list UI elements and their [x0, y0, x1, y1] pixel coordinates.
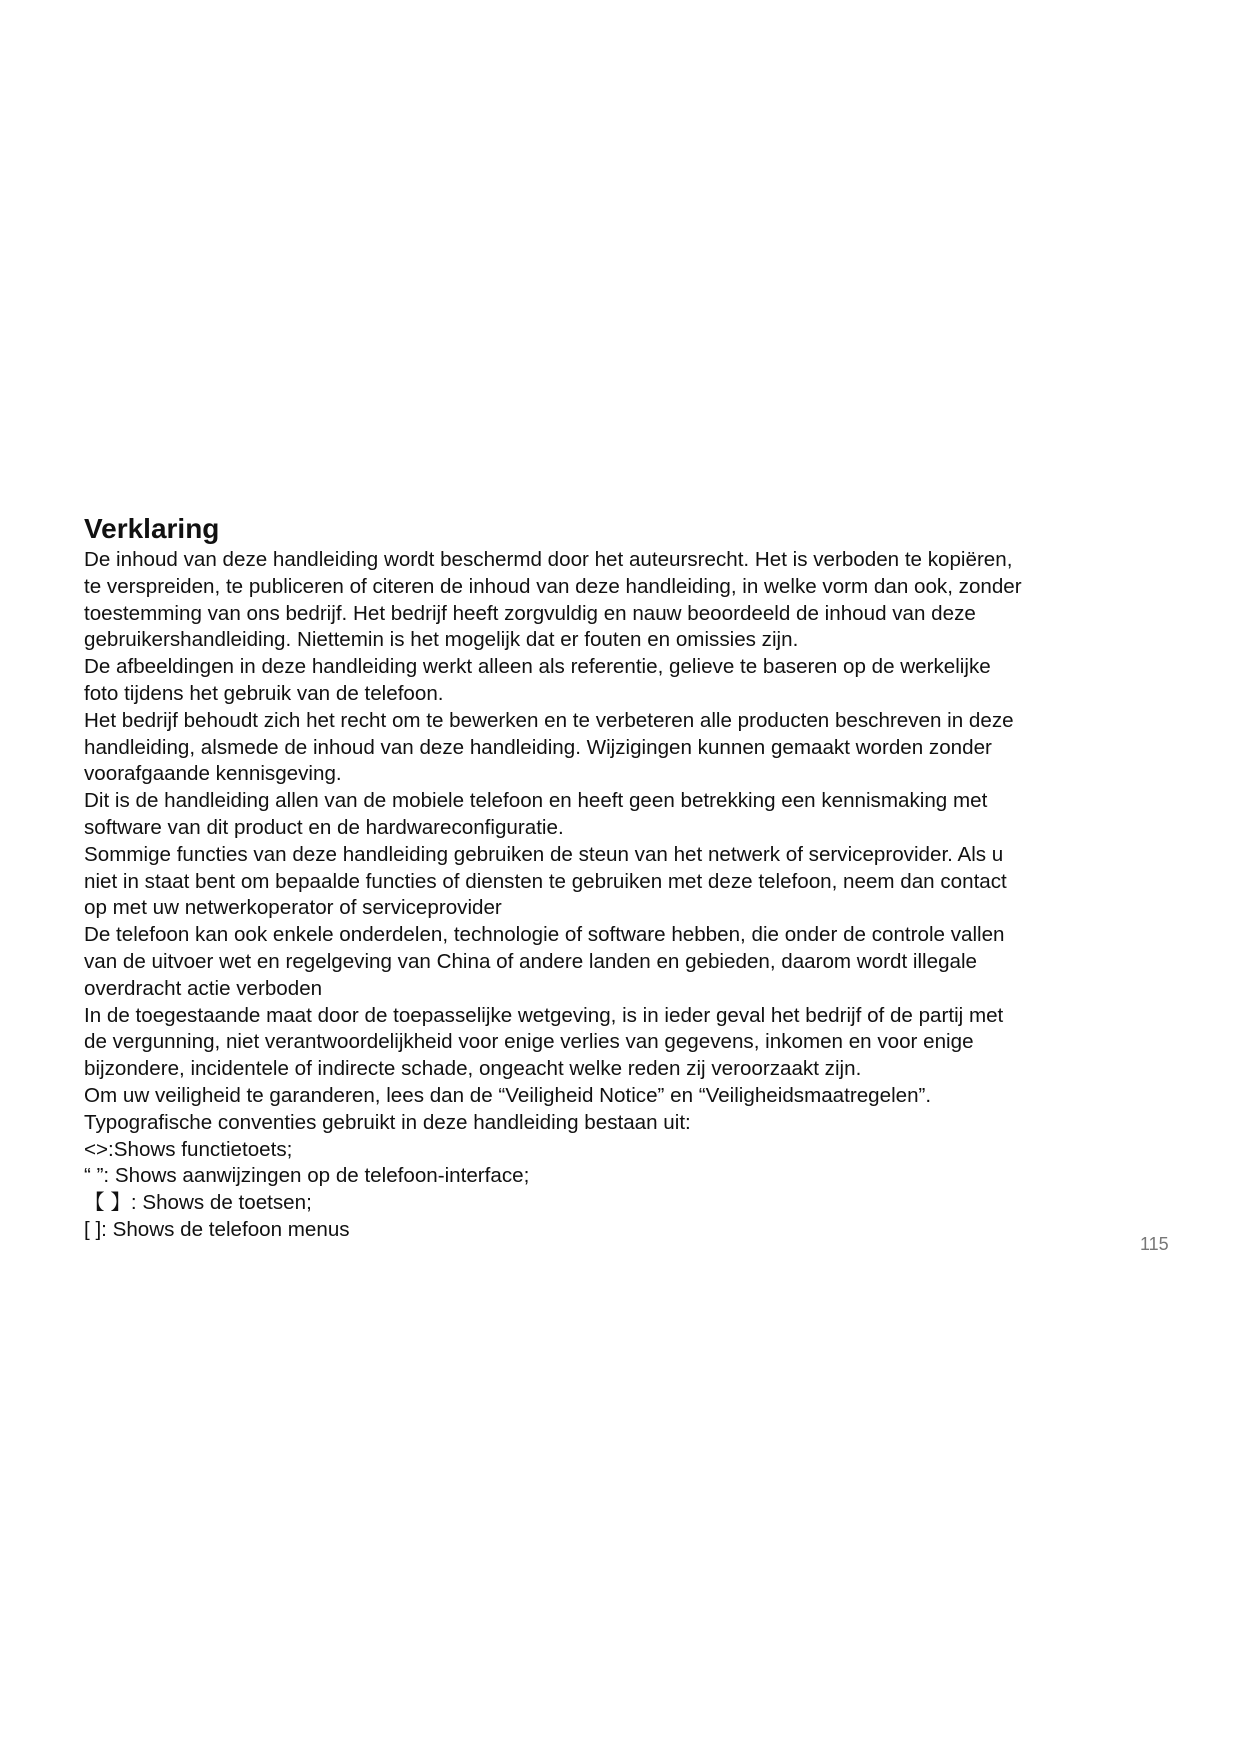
convention-menus: [ ]: Shows de telefoon menus	[84, 1217, 350, 1241]
paragraph-liability: In de toegestaande maat door de toepasselijke wetgeving, is in ieder geval het bedrijf of de partij met de vergunning, niet verantwoordelijkheid voor enige verlies van gegevens, inkomen en voor enige bijzondere, incidentele of indirecte schade, ongeacht welke reden zij veroorzaakt zijn.	[84, 1003, 1004, 1081]
convention-keys: 【 】: Shows de toetsen;	[84, 1191, 312, 1215]
section-title: Verklaring	[84, 513, 220, 544]
paragraph-copyright: De inhoud van deze handleiding wordt beschermd door het auteursrecht. Het is verboden te kopiëren, te verspreiden, te publiceren of citeren de inhoud van deze handleiding, in welke vorm dan ook, zonder toestemming van ons bedrijf. Het bedrijf heeft zorgvuldig en nauw beoordeeld de inhoud van deze gebruikershandleiding. Niettemin is het mogelijk dat er fouten en omissies zijn.	[84, 548, 1022, 652]
disclaimer-section	[84, 512, 1164, 1244]
paragraph-conventions-intro: Typografische conventies gebruikt in deze handleiding bestaan uit:	[84, 1110, 691, 1134]
paragraph-modifications: Het bedrijf behoudt zich het recht om te bewerken en te verbeteren alle producten beschreven in deze handleiding, alsmede de inhoud van deze handleiding. Wijzigingen kunnen gemaakt worden zonder voorafgaande kennisgeving.	[84, 708, 1014, 786]
convention-function-key: <>:Shows functietoets;	[84, 1137, 293, 1161]
paragraph-safety: Om uw veiligheid te garanderen, lees dan de “Veiligheid Notice” en “Veiligheidsmaatregelen”.	[84, 1083, 932, 1107]
paragraph-images: De afbeeldingen in deze handleiding werkt alleen als referentie, gelieve te baseren op de werkelijke foto tijdens het gebruik van de telefoon.	[84, 655, 991, 705]
paragraph-network: Sommige functies van deze handleiding gebruiken de steun van het netwerk of serviceprovider. Als u niet in staat bent om bepaalde functies of diensten te gebruiken met deze telefoon, neem dan contact op met uw netwerkoperator of serviceprovider	[84, 842, 1007, 920]
convention-interface-hints: “ ”: Shows aanwijzingen op de telefoon-interface;	[84, 1164, 530, 1188]
paragraph-scope: Dit is de handleiding allen van de mobiele telefoon en heeft geen betrekking een kennismaking met software van dit product en de hardwareconfiguratie.	[84, 789, 988, 839]
paragraph-export: De telefoon kan ook enkele onderdelen, technologie of software hebben, die onder de controle vallen van de uitvoer wet en regelgeving van China of andere landen en gebieden, daarom wordt illegale overdracht actie verboden	[84, 923, 1005, 1000]
page-number: 115	[1140, 1234, 1169, 1254]
